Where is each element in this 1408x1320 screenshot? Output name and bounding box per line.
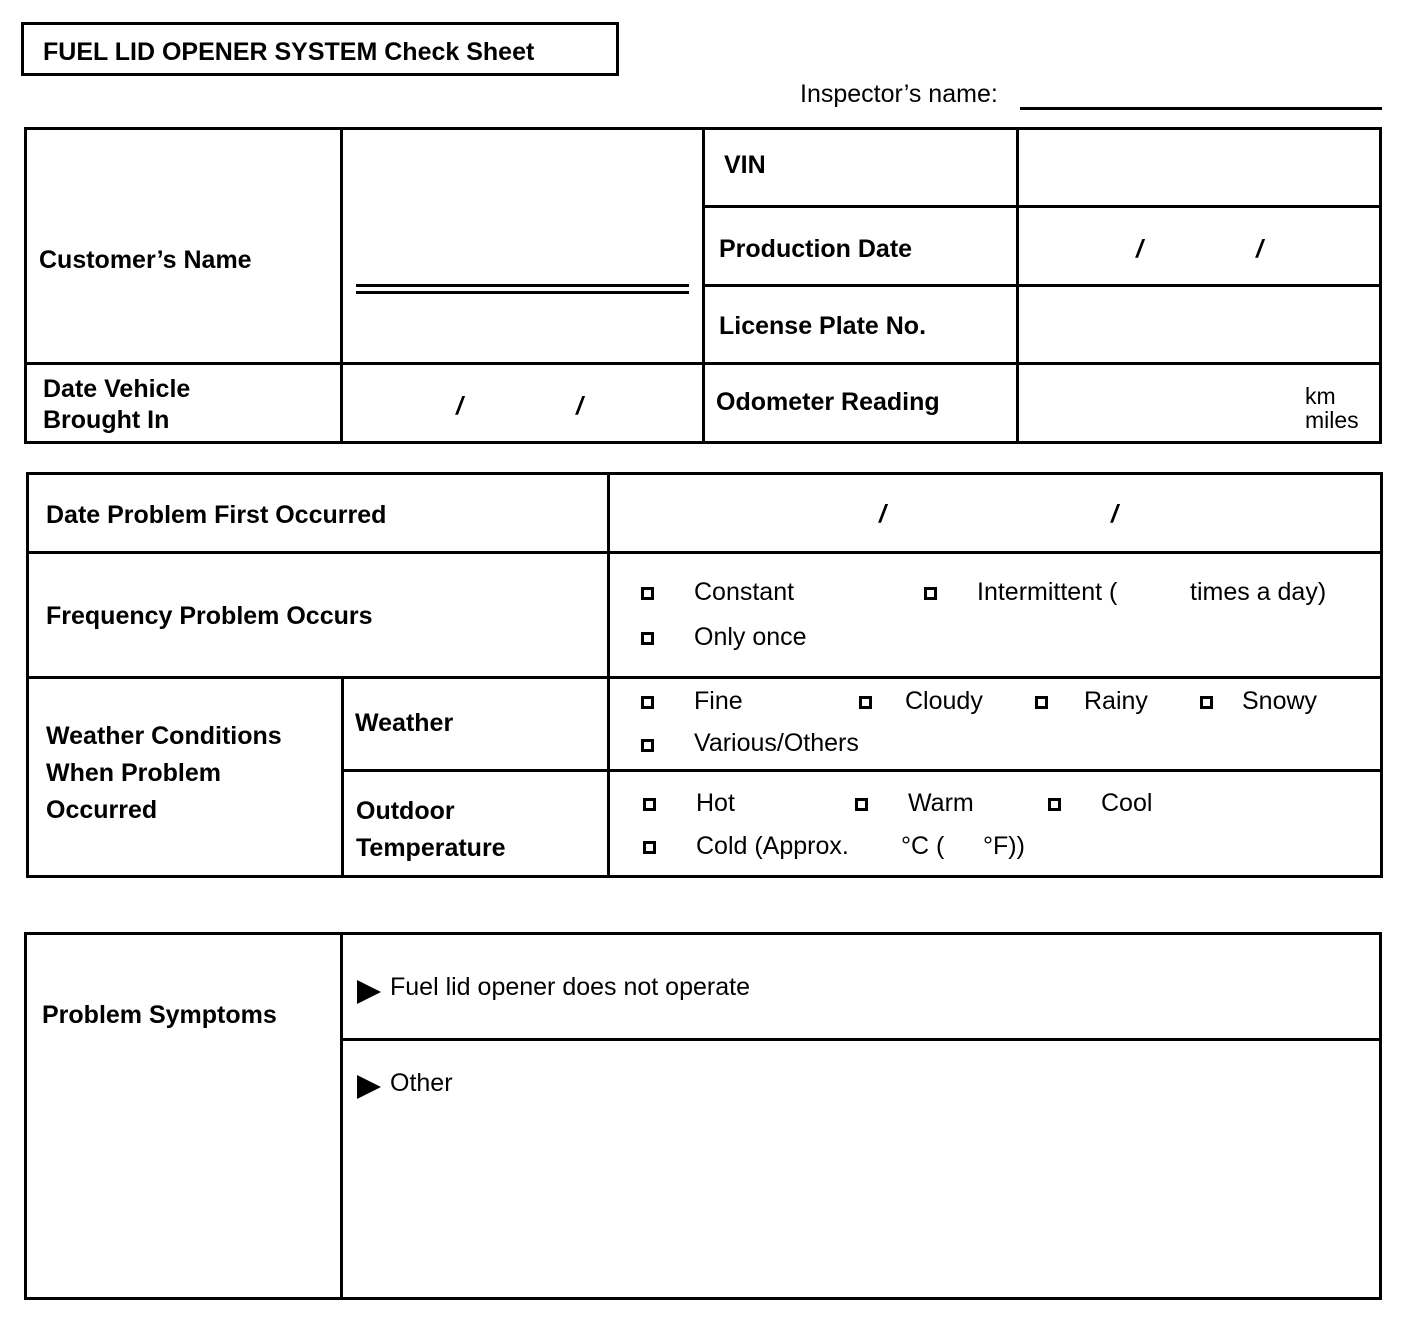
fine-checkbox[interactable] <box>641 696 654 709</box>
table-border <box>24 127 27 444</box>
weather-label: Weather <box>355 709 454 737</box>
weather-conditions-label-line3: Occurred <box>46 796 158 824</box>
various-others-option: Various/Others <box>694 729 859 757</box>
form-title-box <box>21 22 619 76</box>
intermittent-checkbox[interactable] <box>924 587 937 600</box>
snowy-checkbox[interactable] <box>1200 696 1213 709</box>
vin-label: VIN <box>724 151 766 179</box>
row-divider <box>340 1038 1382 1041</box>
table-border <box>1379 127 1382 444</box>
row-divider <box>703 205 1382 208</box>
symptom-item: Fuel lid opener does not operate <box>390 973 750 1001</box>
unit-miles: miles <box>1305 407 1359 433</box>
row-divider <box>26 551 1383 554</box>
symptom-field[interactable] <box>344 936 1377 1036</box>
hot-checkbox[interactable] <box>643 798 656 811</box>
snowy-option: Snowy <box>1242 687 1318 715</box>
warm-option: Warm <box>908 789 974 817</box>
inspector-name-label: Inspector’s name: <box>800 80 998 108</box>
table-border <box>24 1297 1382 1300</box>
cloudy-checkbox[interactable] <box>859 696 872 709</box>
only-once-checkbox[interactable] <box>641 632 654 645</box>
column-divider <box>1016 127 1019 444</box>
outdoor-temp-label-line2: Temperature <box>356 834 506 862</box>
intermittent-option: Intermittent ( <box>977 578 1118 606</box>
frequency-label: Frequency Problem Occurs <box>46 602 373 630</box>
odometer-label: Odometer Reading <box>716 388 940 416</box>
weather-conditions-label-line2: When Problem <box>46 759 222 787</box>
problem-symptoms-label: Problem Symptoms <box>42 1001 277 1029</box>
date-separator: / <box>1111 500 1118 528</box>
inspector-name-field[interactable] <box>1020 107 1382 110</box>
date-separator: / <box>879 500 886 528</box>
other-symptom-field[interactable] <box>344 1042 1377 1295</box>
customer-name-line-top[interactable] <box>356 284 689 287</box>
column-divider <box>340 127 343 444</box>
warm-checkbox[interactable] <box>855 798 868 811</box>
license-plate-label: License Plate No. <box>719 312 927 340</box>
rainy-checkbox[interactable] <box>1035 696 1048 709</box>
customer-name-line-bottom[interactable] <box>356 291 689 294</box>
celsius-unit: °C ( <box>901 832 945 860</box>
form-title: FUEL LID OPENER SYSTEM Check Sheet <box>43 38 535 66</box>
date-separator: / <box>1136 235 1143 263</box>
vin-field[interactable] <box>1020 131 1377 203</box>
customer-name-label: Customer’s Name <box>39 246 252 274</box>
date-first-occurred-field[interactable] <box>611 476 1378 549</box>
date-separator: / <box>576 392 583 420</box>
cloudy-option: Cloudy <box>905 687 983 715</box>
column-divider <box>607 472 610 878</box>
table-border <box>1379 932 1382 1300</box>
date-brought-in-label-line1: Date Vehicle <box>43 375 191 403</box>
only-once-option: Only once <box>694 623 807 651</box>
hot-option: Hot <box>696 789 735 817</box>
cold-option: Cold (Approx. <box>696 832 849 860</box>
date-brought-in-field[interactable] <box>344 366 700 439</box>
column-divider <box>702 127 705 444</box>
production-date-field[interactable] <box>1020 209 1377 282</box>
date-separator: / <box>456 392 463 420</box>
table-border <box>26 472 29 878</box>
license-plate-field[interactable] <box>1020 288 1377 360</box>
cool-option: Cool <box>1101 789 1153 817</box>
row-divider <box>26 676 1383 679</box>
table-border <box>1380 472 1383 878</box>
row-divider <box>703 284 1382 287</box>
table-border <box>26 875 1383 878</box>
column-divider <box>340 932 343 1300</box>
outdoor-temp-label-line1: Outdoor <box>356 797 455 825</box>
cool-checkbox[interactable] <box>1048 798 1061 811</box>
table-border <box>24 932 1382 935</box>
symptom-item: Other <box>390 1069 453 1097</box>
row-divider <box>341 769 1383 772</box>
constant-option: Constant <box>694 578 795 606</box>
production-date-label: Production Date <box>719 235 913 263</box>
unit-km: km <box>1305 383 1336 409</box>
constant-checkbox[interactable] <box>641 587 654 600</box>
table-border <box>24 932 27 1300</box>
date-first-occurred-label: Date Problem First Occurred <box>46 501 387 529</box>
fine-option: Fine <box>694 687 743 715</box>
weather-conditions-label-line1: Weather Conditions <box>46 722 282 750</box>
fahrenheit-unit: °F)) <box>983 832 1025 860</box>
times-a-day-text: times a day) <box>1190 578 1327 606</box>
rainy-option: Rainy <box>1084 687 1148 715</box>
various-others-checkbox[interactable] <box>641 739 654 752</box>
column-divider <box>341 676 344 878</box>
date-separator: / <box>1256 235 1263 263</box>
date-brought-in-label-line2: Brought In <box>43 406 170 434</box>
cold-checkbox[interactable] <box>643 841 656 854</box>
table-border <box>26 472 1383 475</box>
